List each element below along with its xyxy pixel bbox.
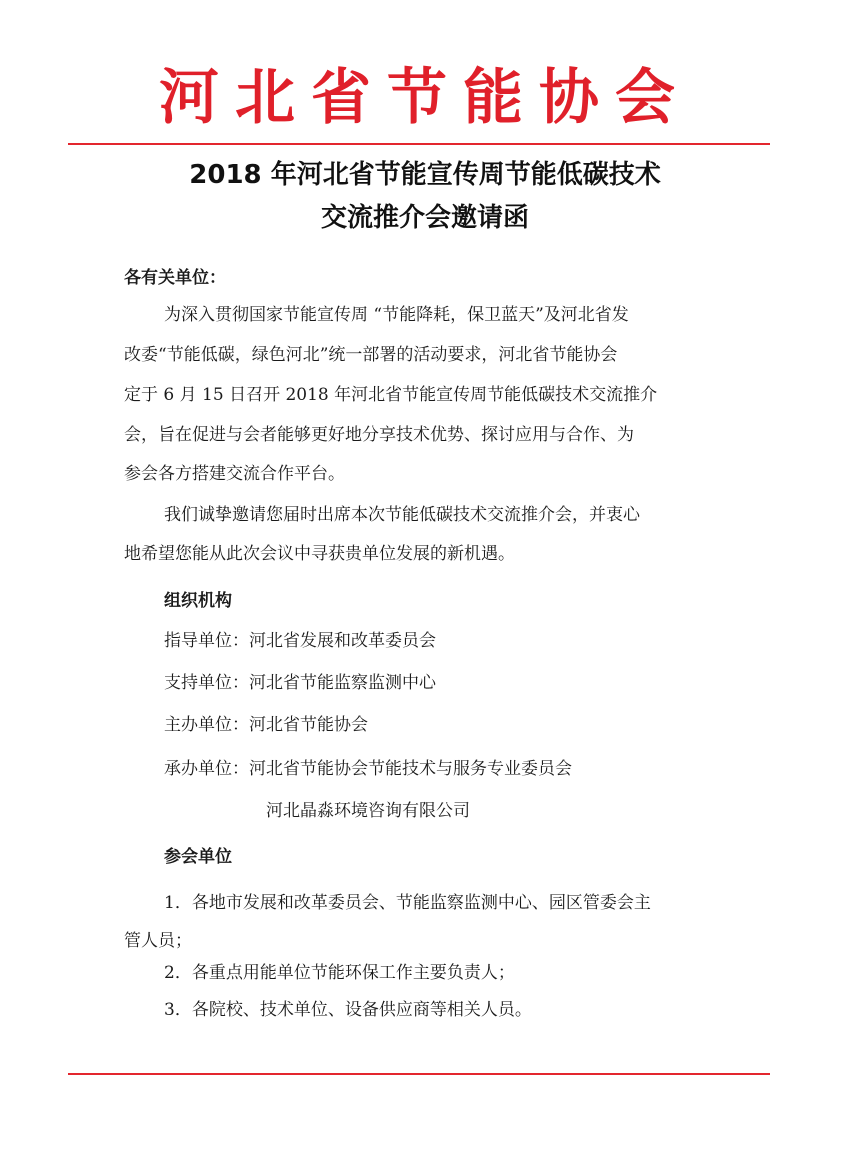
organizer-unit-2: 河北晶淼环境咨询有限公司 bbox=[266, 801, 470, 821]
participant-item-3: 3．各院校、技术单位、设备供应商等相关人员。 bbox=[164, 1000, 532, 1020]
letterhead-org-name: 河北省节能协会 bbox=[159, 63, 691, 133]
footer-divider bbox=[68, 1073, 770, 1075]
intro-line: 为深入贯彻国家节能宣传周 “节能降耗，保卫蓝天”及河北省发 bbox=[164, 305, 629, 325]
guide-unit: 指导单位：河北省发展和改革委员会 bbox=[164, 631, 436, 651]
participant-item-1: 1．各地市发展和改革委员会、节能监察监测中心、园区管委会主 bbox=[164, 893, 651, 913]
document-title-line-1: 2018 年河北省节能宣传周节能低碳技术 bbox=[189, 160, 661, 190]
intro-line: 参会各方搭建交流合作平台。 bbox=[124, 464, 345, 484]
letterhead-divider bbox=[68, 143, 770, 145]
salutation: 各有关单位： bbox=[124, 268, 226, 288]
organizer-unit: 承办单位：河北省节能协会节能技术与服务专业委员会 bbox=[164, 759, 572, 779]
invite-line: 我们诚挚邀请您届时出席本次节能低碳技术交流推介会，并衷心 bbox=[164, 505, 640, 525]
organization-heading: 组织机构 bbox=[164, 591, 232, 611]
intro-line: 定于 6 月 15 日召开 2018 年河北省节能宣传周节能低碳技术交流推介 bbox=[124, 385, 658, 405]
participant-item-1-cont: 管人员； bbox=[124, 931, 192, 951]
intro-line: 改委“节能低碳，绿色河北”统一部署的活动要求，河北省节能协会 bbox=[124, 345, 618, 365]
host-unit: 主办单位：河北省节能协会 bbox=[164, 715, 368, 735]
support-unit: 支持单位：河北省节能监察监测中心 bbox=[164, 673, 436, 693]
intro-line: 会，旨在促进与会者能够更好地分享技术优势、探讨应用与合作、为 bbox=[124, 425, 634, 445]
participant-item-2: 2．各重点用能单位节能环保工作主要负责人； bbox=[164, 963, 515, 983]
participants-heading: 参会单位 bbox=[164, 847, 232, 867]
invite-line: 地希望您能从此次会议中寻获贵单位发展的新机遇。 bbox=[124, 544, 515, 564]
document-title-line-2: 交流推介会邀请函 bbox=[320, 203, 529, 233]
